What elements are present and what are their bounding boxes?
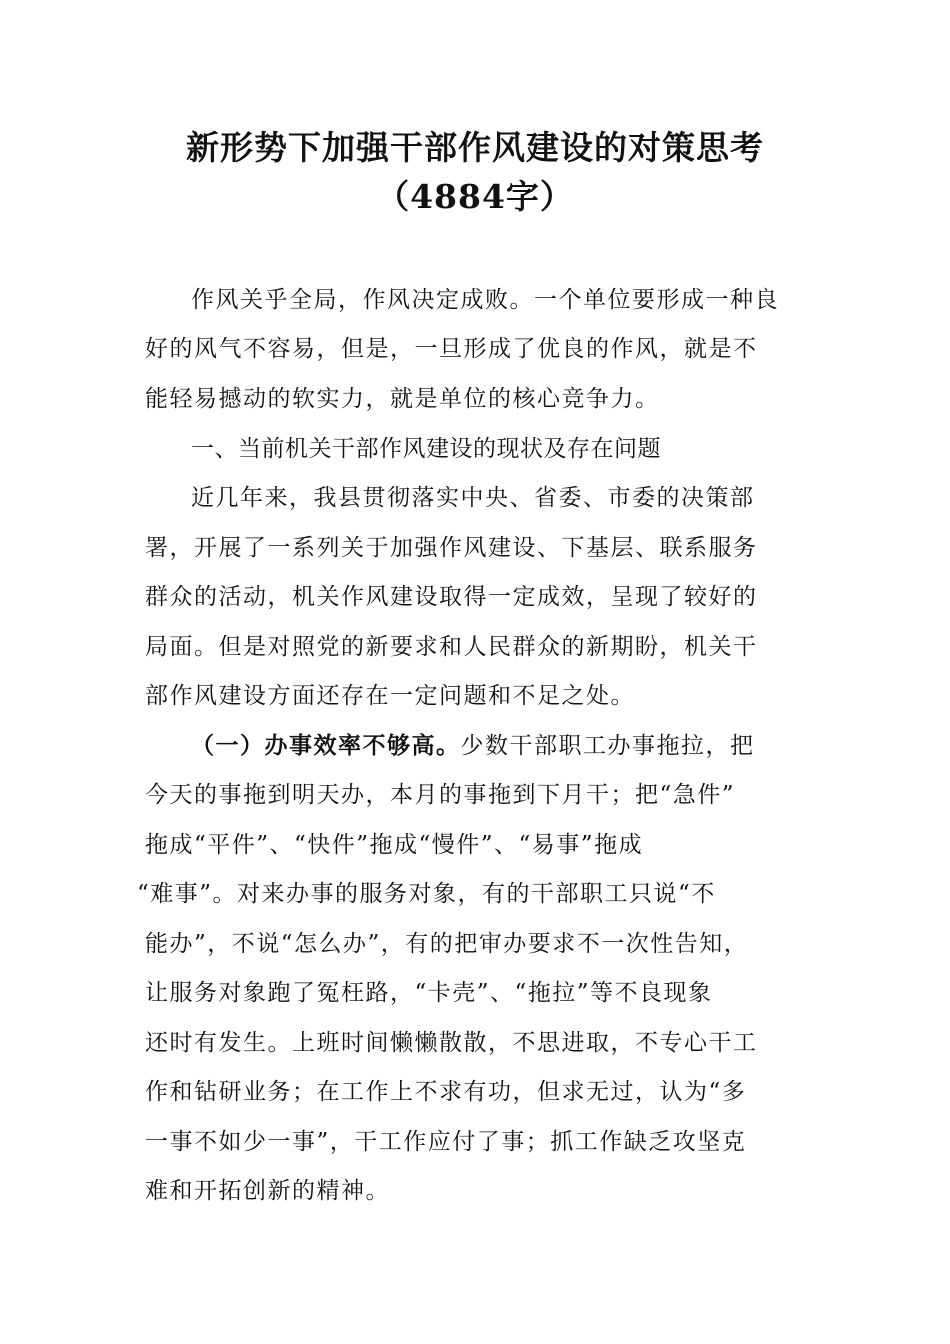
section-heading-1: 一、当前机关干部作风建设的现状及存在问题 xyxy=(191,436,661,462)
subsection-paragraph-line-9: 一事不如少一事”，干工作应付了事；抓工作缺乏攻坚克 xyxy=(145,1129,747,1155)
subsection-paragraph-line-1 xyxy=(191,729,755,763)
subsection-paragraph-line-8: 作和钻研业务；在工作上不求有功，但求无过，认为“多 xyxy=(145,1079,747,1105)
intro-paragraph-line-1: 作风关乎全局，作风决定成败。一个单位要形成一种良 xyxy=(191,287,779,313)
subsection-paragraph-line-4: “难事”。对来办事的服务对象，有的干部职工只说“不 xyxy=(137,881,716,907)
intro-paragraph-line-3: 能轻易撼动的软实力，就是单位的核心竞争力。 xyxy=(145,386,660,412)
section-paragraph-line-3: 群众的活动，机关作风建设取得一定成效，呈现了较好的 xyxy=(145,584,758,610)
section-paragraph-line-2: 署，开展了一系列关于加强作风建设、下基层、联系服务 xyxy=(145,535,758,561)
document-word-count: （4884字） xyxy=(376,177,574,216)
section-paragraph-line-4: 局面。但是对照党的新要求和人民群众的新期盼，机关干 xyxy=(145,634,758,660)
subsection-paragraph-line-3: 拖成“平件”、“快件”拖成“慢件”、“易事”拖成 xyxy=(145,832,644,858)
section-paragraph-line-1: 近几年来，我县贯彻落实中央、省委、市委的决策部 xyxy=(191,485,755,511)
subsection-paragraph-line-6: 让服务对象跑了冤枉路，“卡壳”、“拖拉”等不良现象 xyxy=(145,980,713,1006)
subsection-heading-1: （一）办事效率不够高。 xyxy=(191,732,461,759)
subsection-paragraph-line-10: 难和开拓创新的精神。 xyxy=(145,1178,390,1204)
subsection-paragraph-lead: 少数干部职工办事拖拉，把 xyxy=(460,733,755,759)
subsection-paragraph-line-5: 能办”，不说“怎么办”，有的把审办要求不一次性告知， xyxy=(145,931,749,957)
subsection-paragraph-line-2: 今天的事拖到明天办，本月的事拖到下月干；把“急件” xyxy=(145,782,736,808)
section-paragraph-line-5: 部作风建设方面还存在一定问题和不足之处。 xyxy=(145,683,635,709)
subsection-paragraph-line-7: 还时有发生。上班时间懒懒散散，不思进取，不专心干工 xyxy=(145,1030,758,1056)
intro-paragraph-line-2: 好的风气不容易，但是，一旦形成了优良的作风，就是不 xyxy=(145,336,758,362)
document-title: 新形势下加强干部作风建设的对策思考 xyxy=(186,128,764,167)
